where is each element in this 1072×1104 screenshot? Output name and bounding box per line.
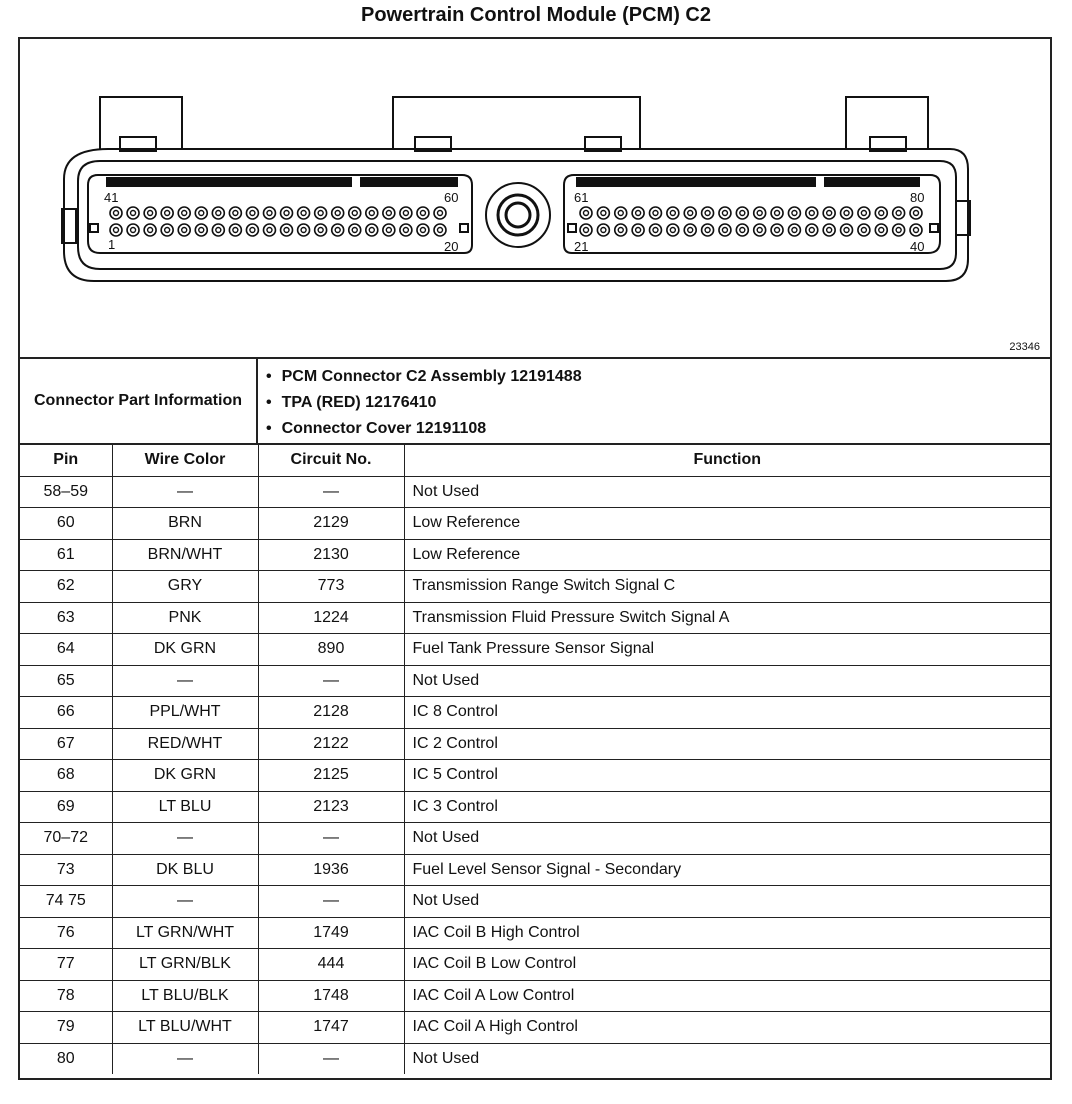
- pin-hole-center: [670, 211, 675, 216]
- circuit-cell: —: [258, 886, 404, 918]
- pin-cell: 61: [20, 539, 112, 571]
- pin-cell: 63: [20, 602, 112, 634]
- pin-label: 41: [104, 190, 119, 205]
- pin-hole: [632, 207, 644, 219]
- wire-color-cell: —: [112, 886, 258, 918]
- pin-hole-center: [809, 211, 814, 216]
- pin-cell: 69: [20, 791, 112, 823]
- pin-cell: 78: [20, 980, 112, 1012]
- connector-diagram: [20, 39, 1050, 359]
- pin-hole-center: [182, 228, 187, 233]
- pin-label: 61: [574, 190, 589, 205]
- pin-hole: [806, 224, 818, 236]
- pin-hole-center: [827, 228, 832, 233]
- wire-color-cell: BRN: [112, 508, 258, 540]
- figure-id: 23346: [1009, 341, 1040, 353]
- pin-hole: [161, 224, 173, 236]
- table-row: [20, 697, 1050, 729]
- pin-hole: [597, 207, 609, 219]
- pin-hole-center: [914, 228, 919, 233]
- pin-cell: 62: [20, 571, 112, 603]
- pin-hole-center: [844, 228, 849, 233]
- pin-hole: [910, 224, 922, 236]
- pin-hole: [366, 207, 378, 219]
- pin-hole-center: [420, 228, 425, 233]
- part-item: • PCM Connector C2 Assembly 12191488: [266, 365, 582, 391]
- pin-hole-center: [250, 211, 255, 216]
- pin-hole: [144, 207, 156, 219]
- left-key-2: [460, 224, 468, 232]
- pin-hole-center: [705, 228, 710, 233]
- pin-hole: [841, 207, 853, 219]
- pin-hole: [649, 207, 661, 219]
- pin-cell: 77: [20, 949, 112, 981]
- pin-hole: [910, 207, 922, 219]
- wire-color-cell: PNK: [112, 602, 258, 634]
- pin-hole: [178, 207, 190, 219]
- circuit-cell: 1224: [258, 602, 404, 634]
- pin-hole: [332, 224, 344, 236]
- pin-hole-center: [182, 211, 187, 216]
- pin-hole-center: [216, 228, 221, 233]
- pin-label: 21: [574, 239, 589, 254]
- pin-hole-center: [165, 211, 170, 216]
- table-row: [20, 634, 1050, 666]
- pin-hole: [580, 207, 592, 219]
- function-cell: Low Reference: [404, 508, 1050, 540]
- pin-hole: [298, 224, 310, 236]
- connector-part-label: Connector Part Information: [20, 359, 258, 443]
- pin-hole: [212, 207, 224, 219]
- table-row: [20, 665, 1050, 697]
- table-row: [20, 476, 1050, 508]
- right-bar-short: [824, 177, 920, 187]
- pin-hole-center: [844, 211, 849, 216]
- pin-hole: [298, 207, 310, 219]
- pin-hole-center: [809, 228, 814, 233]
- pin-hole: [229, 224, 241, 236]
- pin-hole-center: [267, 211, 272, 216]
- pin-hole-center: [335, 211, 340, 216]
- circuit-cell: —: [258, 476, 404, 508]
- pin-hole: [417, 224, 429, 236]
- table-row: [20, 508, 1050, 540]
- pin-holes: [110, 207, 922, 236]
- pin-hole: [580, 224, 592, 236]
- circuit-cell: 1748: [258, 980, 404, 1012]
- pin-hole: [615, 224, 627, 236]
- pin-hole-center: [879, 228, 884, 233]
- pin-hole-center: [740, 211, 745, 216]
- circuit-cell: —: [258, 665, 404, 697]
- pin-hole: [719, 207, 731, 219]
- pin-table: [20, 445, 1050, 1074]
- right-key: [568, 224, 576, 232]
- right-key-2: [930, 224, 938, 232]
- pin-hole-center: [584, 228, 589, 233]
- pin-label: 60: [444, 190, 459, 205]
- function-cell: IAC Coil B High Control: [404, 917, 1050, 949]
- pin-hole: [597, 224, 609, 236]
- pin-hole: [806, 207, 818, 219]
- pin-hole-center: [114, 228, 119, 233]
- pin-hole: [332, 207, 344, 219]
- pin-label: 40: [910, 239, 925, 254]
- pin-hole: [246, 207, 258, 219]
- pin-hole: [383, 224, 395, 236]
- pin-hole: [788, 224, 800, 236]
- circuit-cell: 1749: [258, 917, 404, 949]
- pin-hole: [212, 224, 224, 236]
- pin-hole-center: [775, 211, 780, 216]
- pin-hole: [893, 207, 905, 219]
- pin-hole-center: [403, 211, 408, 216]
- function-cell: Not Used: [404, 476, 1050, 508]
- pin-cell: 68: [20, 760, 112, 792]
- pin-hole-center: [757, 228, 762, 233]
- circuit-cell: 1747: [258, 1012, 404, 1044]
- right-bar-long: [576, 177, 816, 187]
- circuit-cell: —: [258, 1043, 404, 1074]
- circuit-cell: 1936: [258, 854, 404, 886]
- table-row: [20, 539, 1050, 571]
- function-cell: IC 5 Control: [404, 760, 1050, 792]
- connector-part-info: [20, 359, 1050, 445]
- pin-hole: [366, 224, 378, 236]
- pin-hole: [400, 224, 412, 236]
- pin-hole: [195, 207, 207, 219]
- function-cell: IAC Coil A Low Control: [404, 980, 1050, 1012]
- pin-hole: [702, 224, 714, 236]
- pin-hole-center: [688, 211, 693, 216]
- function-cell: Transmission Fluid Pressure Switch Signal A: [404, 602, 1050, 634]
- function-cell: IC 3 Control: [404, 791, 1050, 823]
- pin-hole: [315, 224, 327, 236]
- pin-label: 20: [444, 239, 459, 254]
- pin-label: 1: [108, 237, 116, 252]
- circuit-cell: 2130: [258, 539, 404, 571]
- table-row: [20, 602, 1050, 634]
- pin-cell: 58–59: [20, 476, 112, 508]
- circuit-cell: 2128: [258, 697, 404, 729]
- pin-cell: 60: [20, 508, 112, 540]
- pin-hole-center: [438, 211, 443, 216]
- pin-hole: [667, 224, 679, 236]
- wire-color-cell: GRY: [112, 571, 258, 603]
- center-jack-inner: [506, 203, 530, 227]
- center-tab: [393, 97, 640, 149]
- pin-hole: [315, 207, 327, 219]
- pin-cell: 70–72: [20, 823, 112, 855]
- pin-hole: [434, 207, 446, 219]
- wire-color-cell: RED/WHT: [112, 728, 258, 760]
- pin-hole: [875, 224, 887, 236]
- table-row: [20, 980, 1050, 1012]
- pin-hole-center: [114, 211, 119, 216]
- pin-hole-center: [352, 211, 357, 216]
- function-cell: IC 8 Control: [404, 697, 1050, 729]
- pin-hole-center: [584, 211, 589, 216]
- pin-hole: [754, 224, 766, 236]
- pin-hole: [110, 207, 122, 219]
- wire-color-cell: —: [112, 823, 258, 855]
- pin-hole: [281, 224, 293, 236]
- pin-hole: [736, 207, 748, 219]
- pin-hole-center: [165, 228, 170, 233]
- pin-hole-center: [688, 228, 693, 233]
- pin-hole-center: [284, 228, 289, 233]
- pin-hole: [719, 224, 731, 236]
- function-cell: IAC Coil B Low Control: [404, 949, 1050, 981]
- function-cell: Not Used: [404, 823, 1050, 855]
- table-row: [20, 760, 1050, 792]
- table-row: [20, 854, 1050, 886]
- pin-hole-center: [420, 211, 425, 216]
- pin-cell: 79: [20, 1012, 112, 1044]
- pin-hole-center: [233, 228, 238, 233]
- pin-hole-center: [369, 228, 374, 233]
- circuit-cell: —: [258, 823, 404, 855]
- pin-hole-center: [792, 211, 797, 216]
- pin-hole-center: [352, 228, 357, 233]
- function-cell: Not Used: [404, 886, 1050, 918]
- pin-hole-center: [250, 228, 255, 233]
- header-function: Function: [404, 445, 1050, 476]
- pin-hole-center: [618, 211, 623, 216]
- circuit-cell: 2123: [258, 791, 404, 823]
- function-cell: Transmission Range Switch Signal C: [404, 571, 1050, 603]
- pin-hole: [281, 207, 293, 219]
- pin-hole: [875, 207, 887, 219]
- function-cell: Not Used: [404, 665, 1050, 697]
- circuit-cell: 2122: [258, 728, 404, 760]
- pin-hole-center: [131, 228, 136, 233]
- left-key: [90, 224, 98, 232]
- circuit-cell: 890: [258, 634, 404, 666]
- pin-hole: [144, 224, 156, 236]
- pin-cell: 65: [20, 665, 112, 697]
- pin-cell: 67: [20, 728, 112, 760]
- pin-hole: [400, 207, 412, 219]
- pin-cell: 80: [20, 1043, 112, 1074]
- pin-hole-center: [722, 228, 727, 233]
- table-row: [20, 949, 1050, 981]
- part-item: • Connector Cover 12191108: [266, 417, 582, 443]
- pin-label: 80: [910, 190, 925, 205]
- pin-hole-center: [131, 211, 136, 216]
- pin-hole-center: [705, 211, 710, 216]
- pin-hole: [754, 207, 766, 219]
- pin-hole-center: [879, 211, 884, 216]
- pin-hole: [246, 224, 258, 236]
- wire-color-cell: —: [112, 665, 258, 697]
- pin-hole: [632, 224, 644, 236]
- table-row: [20, 917, 1050, 949]
- function-cell: IC 2 Control: [404, 728, 1050, 760]
- pin-hole-center: [199, 228, 204, 233]
- function-cell: Fuel Tank Pressure Sensor Signal: [404, 634, 1050, 666]
- wire-color-cell: LT BLU: [112, 791, 258, 823]
- pin-hole-center: [792, 228, 797, 233]
- pin-hole-center: [636, 211, 641, 216]
- pin-hole-center: [601, 228, 606, 233]
- pin-hole: [684, 224, 696, 236]
- pin-hole-center: [757, 211, 762, 216]
- table-row: [20, 1043, 1050, 1074]
- pin-hole-center: [301, 228, 306, 233]
- wire-color-cell: DK GRN: [112, 634, 258, 666]
- pin-cell: 73: [20, 854, 112, 886]
- pin-hole-center: [318, 211, 323, 216]
- header-wire-color: Wire Color: [112, 445, 258, 476]
- pin-hole: [127, 224, 139, 236]
- pin-hole-center: [775, 228, 780, 233]
- pin-hole: [383, 207, 395, 219]
- wire-color-cell: PPL/WHT: [112, 697, 258, 729]
- pin-hole: [263, 207, 275, 219]
- wire-color-cell: DK BLU: [112, 854, 258, 886]
- pin-hole: [858, 224, 870, 236]
- table-row: [20, 886, 1050, 918]
- pin-hole-center: [369, 211, 374, 216]
- pin-hole: [823, 207, 835, 219]
- pin-hole-center: [653, 211, 658, 216]
- wire-color-cell: LT BLU/WHT: [112, 1012, 258, 1044]
- pin-hole-center: [386, 211, 391, 216]
- pin-hole: [736, 224, 748, 236]
- document-frame: [18, 37, 1052, 1080]
- pin-hole-center: [896, 228, 901, 233]
- wire-color-cell: LT BLU/BLK: [112, 980, 258, 1012]
- table-row: [20, 823, 1050, 855]
- pin-hole-center: [896, 211, 901, 216]
- circuit-cell: 444: [258, 949, 404, 981]
- pin-hole: [263, 224, 275, 236]
- wire-color-cell: BRN/WHT: [112, 539, 258, 571]
- function-cell: Not Used: [404, 1043, 1050, 1074]
- pin-hole-center: [722, 211, 727, 216]
- pin-hole-center: [301, 211, 306, 216]
- pin-hole: [702, 207, 714, 219]
- pin-hole-center: [267, 228, 272, 233]
- pin-hole-center: [148, 211, 153, 216]
- pin-hole: [161, 207, 173, 219]
- pin-hole: [823, 224, 835, 236]
- circuit-cell: 2125: [258, 760, 404, 792]
- center-jack-outer: [486, 183, 550, 247]
- pin-hole-center: [386, 228, 391, 233]
- pin-hole: [684, 207, 696, 219]
- pin-cell: 66: [20, 697, 112, 729]
- connector-part-list: [266, 365, 582, 443]
- pin-hole-center: [601, 211, 606, 216]
- pin-hole: [127, 207, 139, 219]
- table-row: [20, 571, 1050, 603]
- pin-hole-center: [148, 228, 153, 233]
- pin-cell: 64: [20, 634, 112, 666]
- pin-hole-center: [670, 228, 675, 233]
- pin-hole: [771, 207, 783, 219]
- circuit-cell: 773: [258, 571, 404, 603]
- pin-hole-center: [403, 228, 408, 233]
- pin-hole-center: [284, 211, 289, 216]
- pin-hole-center: [618, 228, 623, 233]
- connector-drawing: [20, 39, 1050, 357]
- pin-hole-center: [335, 228, 340, 233]
- pin-hole-center: [318, 228, 323, 233]
- pin-hole-center: [861, 228, 866, 233]
- pin-hole-center: [199, 211, 204, 216]
- pin-hole-center: [233, 211, 238, 216]
- pin-hole-center: [653, 228, 658, 233]
- pin-hole: [858, 207, 870, 219]
- pin-hole: [349, 224, 361, 236]
- pin-hole: [788, 207, 800, 219]
- left-bar-short: [360, 177, 458, 187]
- right-tab: [846, 97, 928, 149]
- wire-color-cell: —: [112, 1043, 258, 1074]
- header-pin: Pin: [20, 445, 112, 476]
- wire-color-cell: DK GRN: [112, 760, 258, 792]
- page-title: Powertrain Control Module (PCM) C2: [361, 4, 711, 26]
- wire-color-cell: LT GRN/WHT: [112, 917, 258, 949]
- pin-hole: [229, 207, 241, 219]
- pin-hole: [417, 207, 429, 219]
- pin-hole: [110, 224, 122, 236]
- function-cell: Low Reference: [404, 539, 1050, 571]
- pin-hole-center: [438, 228, 443, 233]
- pin-hole-center: [914, 211, 919, 216]
- pin-hole-center: [861, 211, 866, 216]
- pin-hole: [667, 207, 679, 219]
- function-cell: IAC Coil A High Control: [404, 1012, 1050, 1044]
- header-circuit: Circuit No.: [258, 445, 404, 476]
- center-jack-mid: [498, 195, 538, 235]
- pin-hole-center: [636, 228, 641, 233]
- pin-hole: [771, 224, 783, 236]
- table-row: [20, 1012, 1050, 1044]
- pin-hole: [893, 224, 905, 236]
- wire-color-cell: LT GRN/BLK: [112, 949, 258, 981]
- pin-hole: [841, 224, 853, 236]
- left-bar-long: [106, 177, 352, 187]
- pin-hole-center: [827, 211, 832, 216]
- table-row: [20, 791, 1050, 823]
- pin-hole-center: [216, 211, 221, 216]
- function-cell: Fuel Level Sensor Signal - Secondary: [404, 854, 1050, 886]
- circuit-cell: 2129: [258, 508, 404, 540]
- pin-hole-center: [740, 228, 745, 233]
- table-row: [20, 728, 1050, 760]
- pin-cell: 74 75: [20, 886, 112, 918]
- pin-hole: [649, 224, 661, 236]
- part-item: • TPA (RED) 12176410: [266, 391, 582, 417]
- pin-hole: [349, 207, 361, 219]
- pin-hole: [615, 207, 627, 219]
- pin-hole: [195, 224, 207, 236]
- wire-color-cell: —: [112, 476, 258, 508]
- pin-hole: [178, 224, 190, 236]
- pin-cell: 76: [20, 917, 112, 949]
- pin-hole: [434, 224, 446, 236]
- left-tab: [100, 97, 182, 149]
